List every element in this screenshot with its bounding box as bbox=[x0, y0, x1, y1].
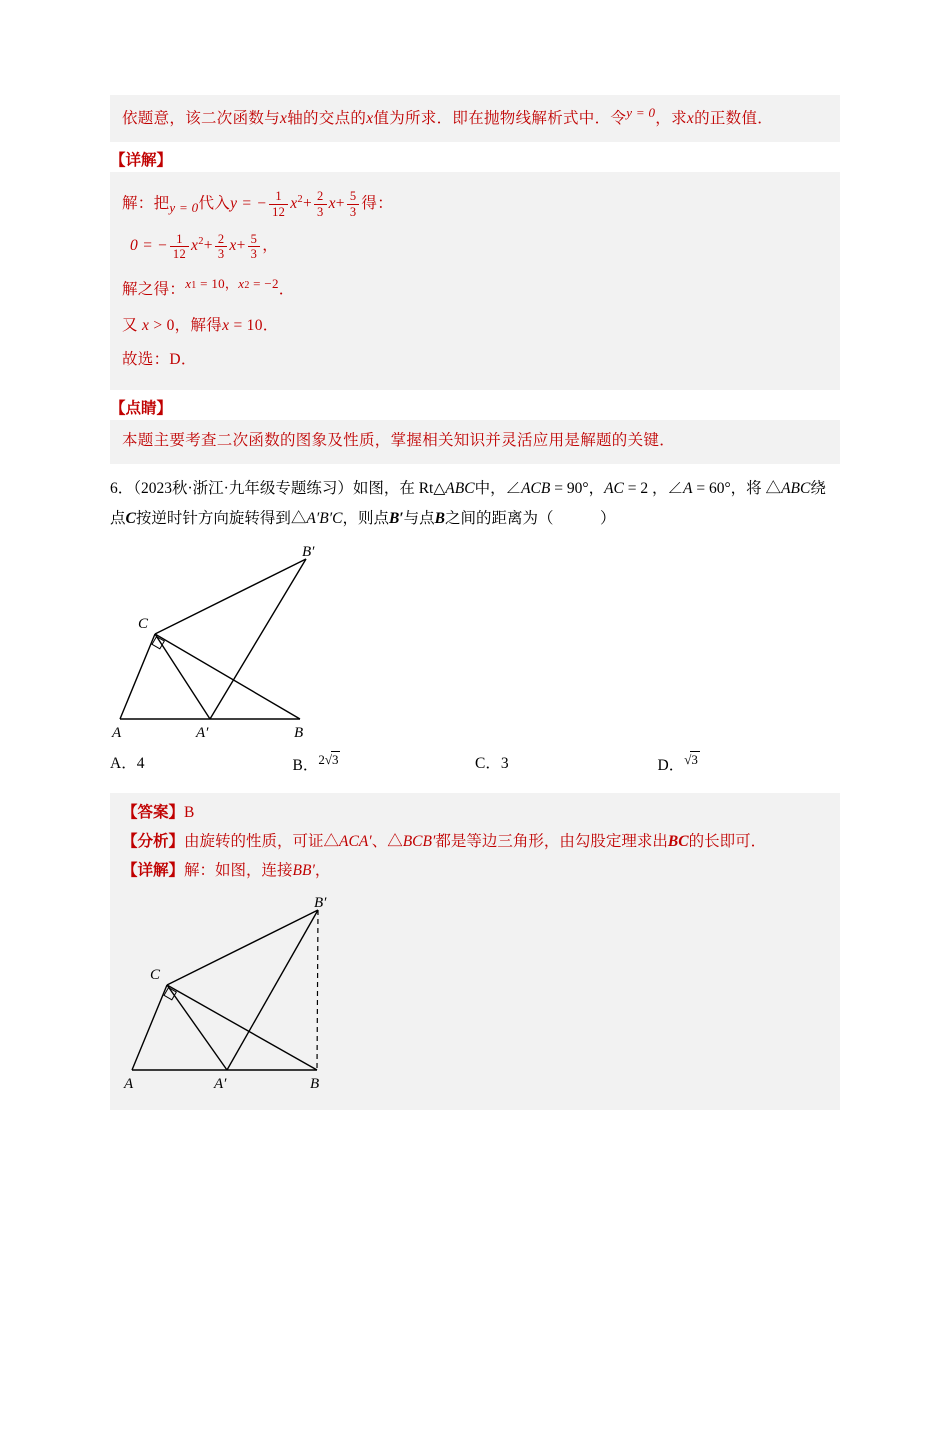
answer-value: B bbox=[184, 804, 195, 822]
q6-b: B bbox=[434, 510, 446, 528]
triangle-diagram-2 bbox=[122, 895, 352, 1095]
sol-l2-x2: x bbox=[191, 237, 199, 255]
sol-l3-dot: ． bbox=[278, 281, 295, 299]
q6-number: 6． bbox=[110, 479, 134, 497]
top-note-x1: x bbox=[280, 110, 288, 128]
top-note-text-b: 轴的交点的 bbox=[287, 110, 367, 128]
sol-l3-x2: x bbox=[238, 275, 245, 291]
q6-bprime: B′ bbox=[388, 510, 404, 528]
frac3b-num: 5 bbox=[250, 232, 258, 247]
top-note-text-c: 值为所求．即在抛物线解析式中．令 bbox=[373, 110, 627, 128]
q6-body-1: 如图，在 Rt△ bbox=[352, 479, 446, 497]
analysis-t2: BCB′ bbox=[402, 833, 436, 851]
fraction-1-12 bbox=[269, 189, 288, 219]
q6-line2-c: ，则点 bbox=[342, 510, 389, 528]
sol-l4-gt: > 0 bbox=[153, 317, 175, 335]
sol-l2-comma: ， bbox=[262, 237, 279, 255]
frac2-den: 3 bbox=[314, 204, 327, 219]
q6-body-6: 绕 bbox=[810, 479, 826, 497]
choice-b-label: B． bbox=[292, 757, 319, 775]
sol-l3-eq2: = −2 bbox=[249, 275, 279, 291]
sol-l2-lead: 0 = − bbox=[130, 237, 168, 255]
sol-l4-val: = 10 bbox=[233, 317, 263, 335]
choice-d-label: D． bbox=[657, 757, 685, 775]
tips-tag: 【点睛】 bbox=[110, 400, 173, 418]
sol-l4-b: ，解得 bbox=[174, 317, 223, 335]
answer-tag: 【答案】 bbox=[122, 804, 185, 822]
svg-text:A: A bbox=[124, 1076, 134, 1093]
analysis-a: 由旋转的性质，可证△ bbox=[184, 833, 340, 851]
sol-l2-plus2: + bbox=[236, 237, 246, 255]
q6-line2-e: 之间的距离为（ ） bbox=[445, 510, 616, 528]
choice-c[interactable] bbox=[475, 751, 658, 775]
sol-l1-eq-lead: y = − bbox=[230, 194, 268, 212]
detail-tag2: 【详解】 bbox=[122, 861, 185, 879]
top-note-x2: x bbox=[366, 110, 374, 128]
svg-text:B′: B′ bbox=[302, 544, 315, 561]
q6-body-2: 中，∠ bbox=[474, 479, 522, 497]
solution-line-3 bbox=[122, 268, 828, 308]
analysis-d: 的长即可． bbox=[688, 833, 767, 851]
sol-l1-x2: x bbox=[290, 194, 298, 212]
fraction-5-3 bbox=[347, 189, 360, 219]
triangle-diagram-1 bbox=[110, 544, 390, 744]
analysis-tag: 【分析】 bbox=[122, 833, 185, 851]
document-page bbox=[0, 95, 950, 1439]
frac3-den: 3 bbox=[347, 204, 360, 219]
figure-answer-6 bbox=[122, 895, 828, 1100]
answer-block bbox=[110, 793, 840, 1110]
top-note-text-a: 依题意，该二次函数与 bbox=[122, 110, 281, 128]
detail-b: ， bbox=[314, 861, 331, 879]
analysis-line bbox=[122, 828, 828, 857]
top-note-x3: x bbox=[686, 110, 695, 128]
figure-question-6 bbox=[110, 544, 840, 749]
q6-a: A bbox=[683, 479, 693, 497]
svg-text:C: C bbox=[138, 616, 149, 633]
choice-c-label: C． bbox=[475, 755, 501, 773]
q6-abc2: ABC bbox=[781, 479, 811, 497]
sol-l3-sub1: 1 bbox=[191, 279, 197, 291]
svg-text:C: C bbox=[150, 967, 161, 984]
sol-l1-y: y = 0 bbox=[169, 199, 199, 215]
q6-body-5: = 60°，将 △ bbox=[692, 479, 782, 497]
frac1b-num: 1 bbox=[176, 232, 183, 247]
sol-l2-x2-sup: 2 bbox=[198, 236, 204, 248]
solution-line-5: 故选：D． bbox=[122, 350, 197, 368]
solution-line-1 bbox=[122, 184, 828, 225]
top-note-text-e: 的正数值． bbox=[694, 110, 774, 128]
q6-source: （2023秋·浙江·九年级专题练习） bbox=[133, 479, 353, 497]
choice-a-value: 4 bbox=[136, 755, 145, 773]
choice-c-value: 3 bbox=[500, 755, 509, 773]
analysis-b: 、△ bbox=[371, 833, 403, 851]
frac2b-num: 2 bbox=[217, 232, 225, 247]
q6-body-3: = 90°， bbox=[550, 479, 605, 497]
svg-text:B: B bbox=[310, 1076, 320, 1093]
q6-ac: AC bbox=[604, 479, 624, 497]
sol-l4-x2: x bbox=[222, 317, 230, 335]
sol-l2-plus: + bbox=[203, 237, 213, 255]
solution-block bbox=[110, 172, 840, 391]
choice-d-radical: √3 bbox=[684, 752, 698, 768]
question-6 bbox=[110, 474, 840, 534]
svg-text:B′: B′ bbox=[314, 895, 327, 912]
q6-body-4: = 2 ，∠ bbox=[623, 479, 684, 497]
svg-text:A′: A′ bbox=[196, 725, 209, 742]
frac1b-den: 12 bbox=[170, 246, 189, 261]
frac2b-den: 3 bbox=[215, 246, 228, 261]
analysis-c: 都是等边三角形，由勾股定理求出 bbox=[435, 833, 668, 851]
frac3b-den: 3 bbox=[248, 246, 261, 261]
sol-l4-dot: ． bbox=[262, 317, 279, 335]
q6-line2-d: 与点 bbox=[403, 510, 435, 528]
top-note bbox=[110, 95, 840, 142]
choice-b-radical: 2√3 bbox=[318, 752, 339, 768]
fraction-2-3 bbox=[314, 189, 327, 219]
sol-l3-sub2: 2 bbox=[244, 279, 250, 291]
detail-a: 解：如图，连接 bbox=[184, 861, 293, 879]
frac2-num: 2 bbox=[317, 189, 324, 204]
choice-a-label: A． bbox=[110, 755, 137, 773]
q6-acb: ACB bbox=[521, 479, 551, 497]
analysis-bc: BC bbox=[667, 833, 689, 851]
svg-text:A: A bbox=[112, 725, 122, 742]
sol-l4-a: 又 bbox=[122, 317, 138, 335]
solution-line-4 bbox=[122, 308, 828, 344]
sol-l2-x: x bbox=[229, 237, 237, 255]
svg-text:B: B bbox=[294, 725, 304, 742]
q6-line2-b: 按逆时针方向旋转得到△ bbox=[135, 510, 307, 528]
sol-l1-plus: + bbox=[303, 194, 313, 212]
fraction-1-12-b bbox=[170, 232, 189, 262]
answer-line bbox=[122, 799, 828, 828]
choice-d-rad: 3 bbox=[691, 752, 698, 768]
detail-bb: BB′ bbox=[292, 861, 315, 879]
choice-list bbox=[110, 751, 840, 775]
sol-l1-end: 得： bbox=[361, 194, 394, 212]
sol-l1-x: x bbox=[328, 194, 336, 212]
fraction-2-3-b bbox=[215, 232, 228, 262]
sol-l1-x2-sup: 2 bbox=[297, 193, 303, 205]
q6-abc3: A′B′C bbox=[306, 510, 343, 528]
choice-a[interactable] bbox=[110, 751, 293, 775]
fraction-5-3-b bbox=[248, 232, 261, 262]
sol-l3-lead: 解之得： bbox=[122, 281, 186, 299]
sol-l3-x1: x bbox=[185, 275, 192, 291]
sol-l1-plus2: + bbox=[335, 194, 345, 212]
q6-line2-a: 点 bbox=[110, 510, 126, 528]
solution-line-2 bbox=[122, 224, 828, 267]
choice-b-rad: 3 bbox=[331, 752, 339, 768]
sol-l1-a: 解：把 bbox=[122, 194, 170, 212]
top-note-text-d: ，求 bbox=[655, 110, 687, 128]
choice-b-coeff: 2 bbox=[318, 752, 325, 768]
detail-tag: 【详解】 bbox=[110, 151, 173, 169]
sol-l4-x: x bbox=[142, 317, 150, 335]
choice-d[interactable] bbox=[658, 751, 841, 775]
q6-c: C bbox=[125, 510, 136, 528]
choice-b[interactable] bbox=[293, 751, 476, 775]
frac1-num: 1 bbox=[275, 189, 282, 204]
frac1-den: 12 bbox=[269, 204, 288, 219]
q6-abc: ABC bbox=[445, 479, 475, 497]
detail-line bbox=[122, 857, 828, 886]
sol-l3-eq1: = 10， bbox=[196, 275, 239, 291]
sol-l1-b: 代入 bbox=[198, 194, 231, 212]
svg-text:A′: A′ bbox=[214, 1076, 227, 1093]
analysis-t1: ACA′ bbox=[339, 833, 372, 851]
frac3-num: 5 bbox=[349, 189, 357, 204]
tips-text: 本题主要考查二次函数的图象及性质，掌握相关知识并灵活应用是解题的关键． bbox=[110, 420, 840, 463]
top-note-equation: y = 0 bbox=[626, 105, 656, 120]
